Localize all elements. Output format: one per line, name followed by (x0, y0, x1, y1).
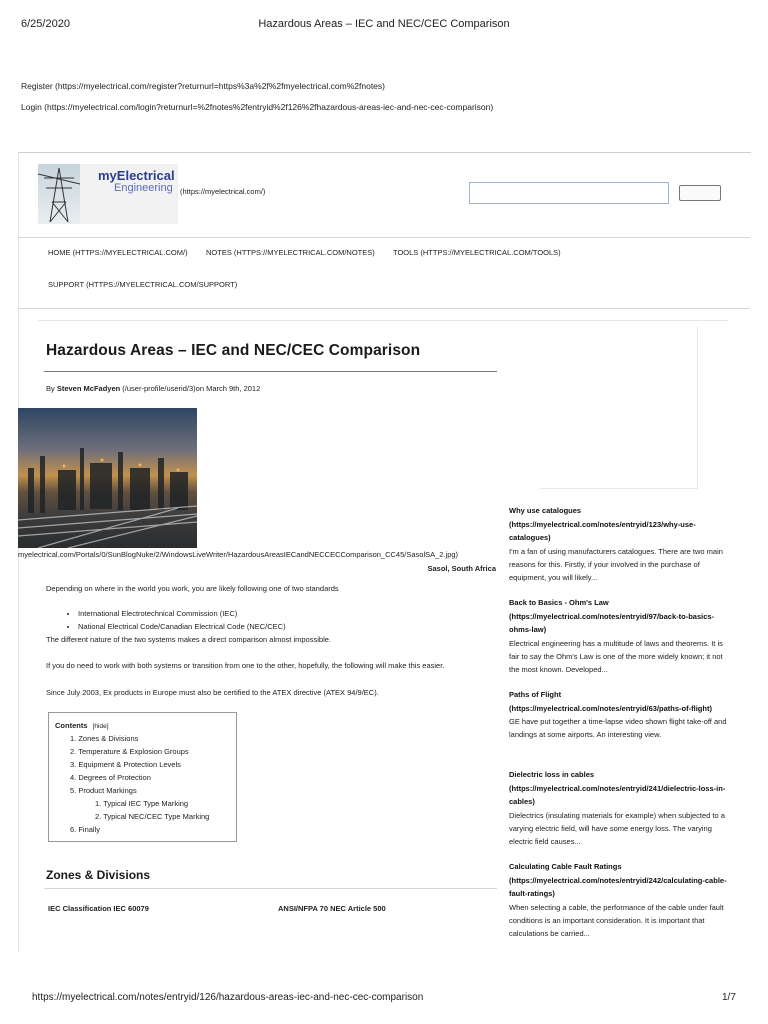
image-path[interactable]: myelectrical.com/Portals/0/SunBlogNuke/2/WindowsLiveWriter/HazardousAreasIECandNECCECComparison_CC45/SasolSA_2.jpg) (18, 550, 459, 559)
section-underline (44, 888, 497, 889)
related-note (509, 596, 734, 676)
pylon-icon (38, 164, 80, 224)
toc-item[interactable]: 1. Zones & Divisions (70, 734, 139, 743)
intro-paragraph: Depending on where in the world you work, you are likely following one of two standards (46, 584, 339, 593)
related-note (509, 688, 734, 741)
content-top-divider (38, 320, 728, 321)
toc-list (70, 732, 209, 836)
site-logo[interactable] (38, 164, 178, 224)
refinery-image (18, 408, 197, 548)
register-link[interactable]: Register (https://myelectrical.com/register?returnurl=https%3a%2f%2fmyelectrical.com%2fnotes) (21, 81, 385, 91)
toc-item[interactable]: 3. Equipment & Protection Levels (70, 760, 181, 769)
toc-heading: Contents (55, 721, 88, 730)
nav-home[interactable]: HOME (HTTPS://MYELECTRICAL.COM/) (48, 248, 188, 257)
related-note (509, 504, 734, 584)
article-title: Hazardous Areas – IEC and NEC/CEC Comparison (46, 342, 421, 359)
related-note-desc: I'm a fan of using manufacturers catalogues. There are two main reasons for this. Firstly, if your involved in the purchase of equipment, you will likely... (509, 546, 723, 582)
table-header-nec: ANSI/NFPA 70 NEC Article 500 (278, 904, 386, 913)
toc-item[interactable]: 5. Product Markings (70, 786, 137, 795)
search-button[interactable] (679, 185, 721, 201)
byline (46, 382, 260, 395)
title-underline (44, 371, 497, 372)
toc-item[interactable]: 2. Temperature & Explosion Groups (70, 747, 189, 756)
related-note-desc: GE have put together a time-lapse video shown flight take-off and landings at some airports. An interesting view. (509, 717, 727, 739)
toc-item[interactable]: 4. Degrees of Protection (70, 773, 151, 782)
toc-item[interactable]: 6. Finally (70, 825, 101, 834)
list-item: • National Electrical Code/Canadian Electrical Code (NEC/CEC) (78, 620, 286, 633)
related-note-title[interactable]: Paths of Flight (https://myelectrical.com/notes/entryid/63/paths-of-flight) (509, 690, 712, 713)
print-footer-url: https://myelectrical.com/notes/entryid/126/hazardous-areas-iec-and-nec-cec-comparison (32, 992, 424, 1003)
section-heading: Zones & Divisions (46, 868, 151, 882)
related-note (509, 768, 734, 848)
related-note-desc: Dielectrics (insulating materials for example) when subjected to a varying electric field, will have some energy loss. The varying electric field causes... (509, 810, 725, 846)
toc-header (55, 719, 109, 733)
related-note-desc: When selecting a cable, the performance of the cable under fault conditions is an important consideration. It is important that calculations be carried... (509, 902, 724, 938)
standards-list (46, 607, 286, 633)
byline-rest: (/user-profile/userid/3)on March 9th, 2012 (120, 384, 261, 393)
toc-subitem[interactable]: 1. Typical IEC Type Marking (95, 799, 189, 808)
logo-url[interactable]: (https://myelectrical.com/) (180, 187, 266, 196)
print-date: 6/25/2020 (21, 18, 70, 30)
search-input[interactable] (469, 182, 669, 204)
sidebar-ad-space (540, 326, 698, 489)
toc-hide-toggle[interactable]: [hide] (92, 723, 109, 730)
paragraph-3: Since July 2003, Ex products in Europe must also be certified to the ATEX directive (ATEX 94/9/EC). (46, 688, 379, 697)
list-item: • International Electrotechnical Commission (IEC) (78, 607, 286, 620)
related-note (509, 860, 734, 940)
related-note-title[interactable]: Why use catalogues (https://myelectrical.com/notes/entryid/123/why-use-catalogues) (509, 506, 696, 542)
paragraph-1: The different nature of the two systems makes a direct comparison almost impossible. (46, 635, 331, 644)
related-note-title[interactable]: Dielectric loss in cables (https://myelectrical.com/notes/entryid/241/dielectric-loss-in-cables) (509, 770, 726, 806)
nav-tools[interactable]: TOOLS (HTTPS://MYELECTRICAL.COM/TOOLS) (393, 248, 561, 257)
table-of-contents (48, 712, 237, 842)
nav-support[interactable]: SUPPORT (HTTPS://MYELECTRICAL.COM/SUPPORT) (48, 280, 238, 289)
related-note-title[interactable]: Back to Basics - Ohm's Law (https://myelectrical.com/notes/entryid/97/back-to-basics-ohms-law) (509, 598, 715, 634)
author-link[interactable]: Steven McFadyen (56, 384, 121, 393)
toc-subitem[interactable]: 2. Typical NEC/CEC Type Marking (95, 812, 210, 821)
login-link[interactable]: Login (https://myelectrical.com/login?returnurl=%2fnotes%2fentryid%2f126%2fhazardous-areas-iec-and-nec-cec-comparison) (21, 102, 494, 112)
print-page-number: 1/7 (722, 992, 736, 1003)
table-header-iec: IEC Classification IEC 60079 (48, 904, 149, 913)
logo-title: myElectrical (98, 168, 175, 183)
related-note-desc: Electrical engineering has a multitude of laws and theorems. It is fair to say the Ohm's Law is one of the more widely known; it not the most known. Developed... (509, 638, 723, 674)
logo-subtitle: Engineering (114, 182, 173, 194)
print-title: Hazardous Areas – IEC and NEC/CEC Comparison (258, 18, 510, 30)
nav-notes[interactable]: NOTES (HTTPS://MYELECTRICAL.COM/NOTES) (206, 248, 375, 257)
image-caption: Sasol, South Africa (427, 564, 496, 573)
paragraph-2: If you do need to work with both systems or transition from one to the other, hopefully, the following will make this easier. (46, 661, 445, 670)
related-note-title[interactable]: Calculating Cable Fault Ratings (https://myelectrical.com/notes/entryid/242/calculating-cable-fault-ratings) (509, 862, 727, 898)
byline-prefix: By (46, 384, 57, 393)
nav-divider (18, 308, 750, 309)
header-divider (18, 237, 750, 238)
